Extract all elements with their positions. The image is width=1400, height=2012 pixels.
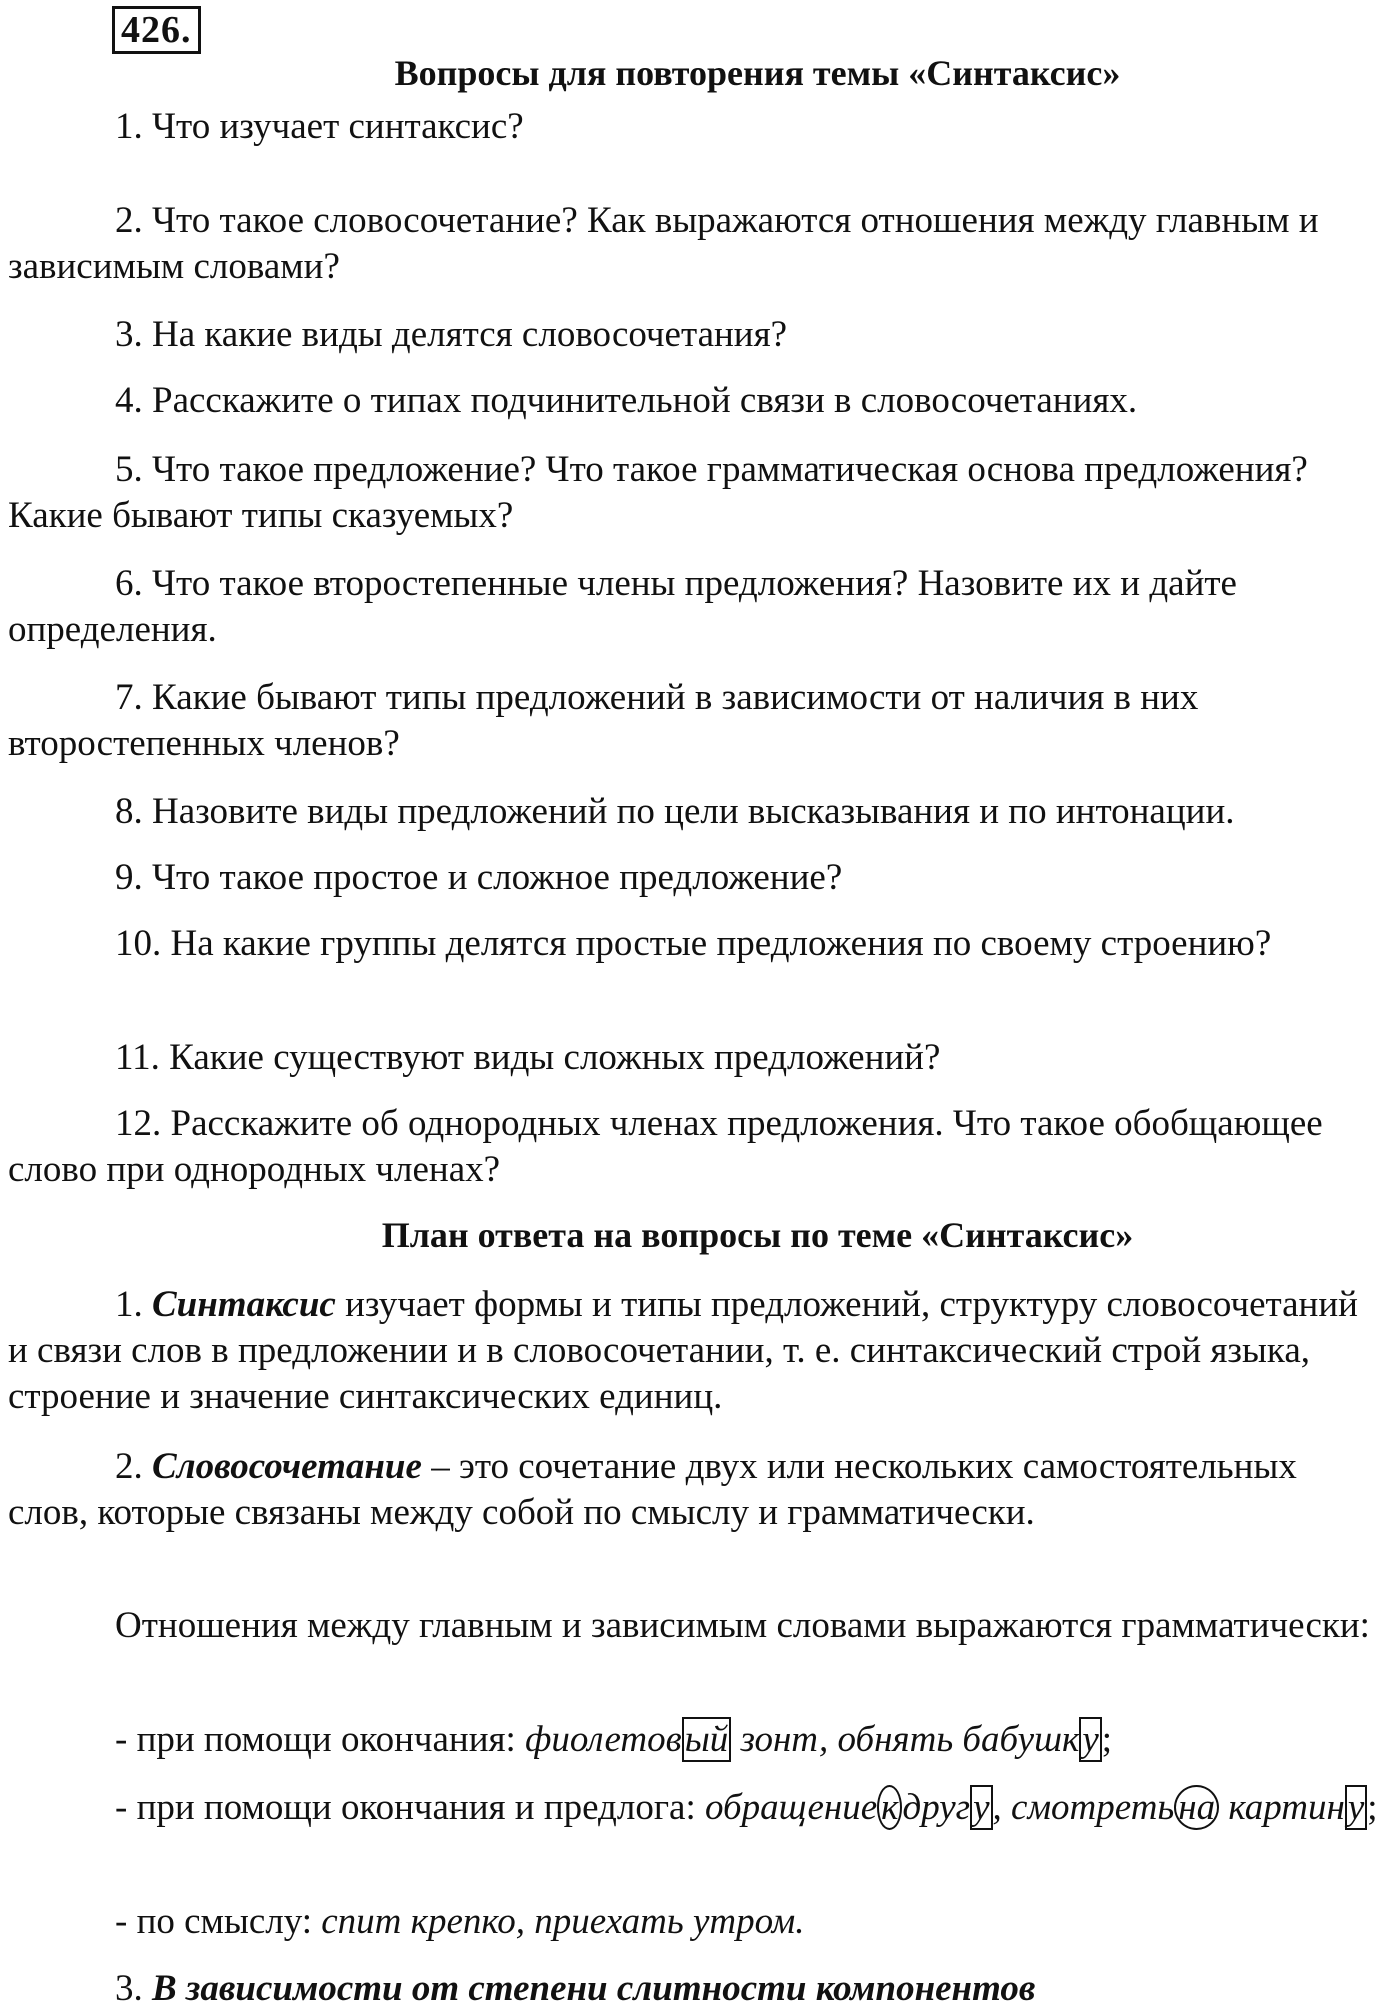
question-item: 6. Что такое второстепенные члены предложения? Назовите их и дайте определения. [8, 563, 1237, 650]
section-title-answer-plan: План ответа на вопросы по теме «Синтаксис» [381, 1215, 1134, 1255]
example-ending: - при помощи окончания: фиолетовый зонт, обнять бабушку; [115, 1719, 1113, 1760]
question-item: 4. Расскажите о типах подчинительной связи в словосочетаниях. [115, 380, 1138, 421]
question-item: 9. Что такое простое и сложное предложение? [115, 857, 843, 898]
ending-mark: у [970, 1785, 992, 1830]
example-phrase: фиолетовый зонт, обнять бабушку [525, 1717, 1102, 1762]
preposition-mark: на [1174, 1785, 1219, 1830]
section-title-questions: Вопросы для повторения темы «Синтаксис» [394, 53, 1121, 93]
example-label: - при помощи окончания и предлога: [115, 1787, 696, 1828]
ending-mark: ый [682, 1717, 732, 1762]
answer-number: 1. [115, 1284, 143, 1325]
example-meaning [8, 1899, 1383, 1945]
ending-mark: у [1079, 1717, 1101, 1762]
answer-number: 2. [115, 1446, 143, 1487]
question-item: 1. Что изучает синтаксис? [115, 106, 524, 147]
question-item: 7. Какие бывают типы предложений в зависимости от наличия в них второстепенных членов? [8, 677, 1199, 764]
term-syntax: Синтаксис [152, 1284, 336, 1325]
example-phrase: обращение к другу, смотреть на картину [705, 1785, 1367, 1830]
example-label: - при помощи окончания: [115, 1719, 516, 1760]
question-item: 8. Назовите виды предложений по цели высказывания и по интонации. [115, 791, 1235, 832]
question-item: 12. Расскажите об однородных членах предложения. Что такое обобщающее слово при однородных членах? [8, 1103, 1323, 1190]
ending-mark: у [1345, 1785, 1367, 1830]
example-ending-preposition: - при помощи окончания и предлога: обращение к другу, смотреть на картину; [115, 1787, 1378, 1828]
answer-2 [8, 1444, 1383, 1536]
answer-text: В зависимости от степени слитности компонентов [152, 1968, 1036, 2009]
exercise-number: 426. [112, 6, 201, 54]
question-item: 10. На какие группы делятся простые предложения по своему строению? [115, 923, 1272, 964]
answer-1 [8, 1282, 1383, 1420]
answer-text: – это сочетание двух или нескольких самостоятельных слов, которые связаны между собой по смыслу и грамматически. [8, 1446, 1297, 1533]
term-phrase: Словосочетание [152, 1446, 422, 1487]
question-item: 2. Что такое словосочетание? Как выражаются отношения между главным и зависимым словами? [8, 200, 1319, 287]
answer-text: изучает формы и типы предложений, структуру словосочетаний и связи слов в предложении и в словосочетании, т. е. синтаксический строй языка, строение и значение синтаксических единиц. [8, 1284, 1358, 1417]
example-label: - по смыслу: [115, 1901, 312, 1942]
question-item: 11. Какие существуют виды сложных предложений? [115, 1037, 941, 1078]
answer-3 [8, 1966, 1383, 2012]
question-item: 5. Что такое предложение? Что такое грамматическая основа предложения? Какие бывают типы сказуемых? [8, 449, 1308, 536]
answer-number: 3. [115, 1968, 143, 2009]
preposition-mark: к [877, 1785, 902, 1830]
example-phrase: спит крепко, приехать утром. [321, 1901, 805, 1942]
question-item: 3. На какие виды делятся словосочетания? [115, 314, 788, 355]
relations-paragraph: Отношения между главным и зависимым словами выражаются грамматически: [115, 1605, 1370, 1646]
